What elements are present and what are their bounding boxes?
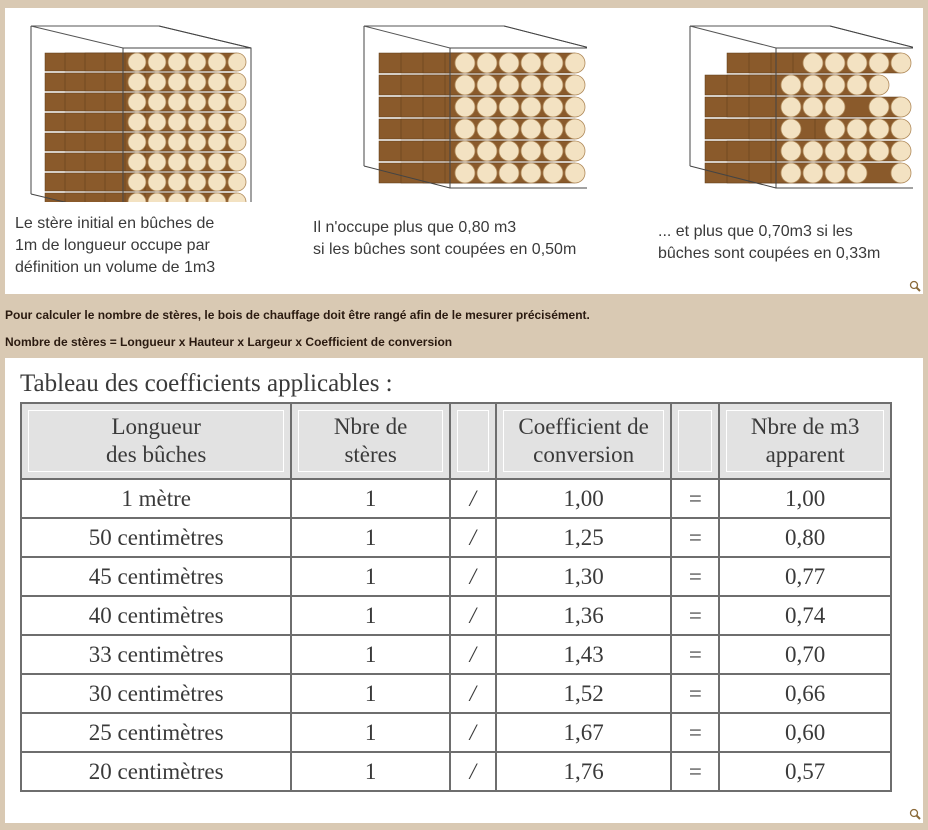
cell-coefficient: 1,30 [496,557,672,596]
caption-1m: Le stère initial en bûches de 1m de longueur occupe par définition un volume de 1m3 [15,215,216,276]
table-header-row [21,403,891,479]
header-volume: Nbre de m3 apparent [719,403,891,479]
cell-equals: = [671,518,719,557]
table-row [21,752,891,791]
zoom-icon[interactable] [909,808,921,820]
cell-coefficient: 1,43 [496,635,672,674]
cell-divide: / [450,713,496,752]
cell-volume: 0,57 [719,752,891,791]
cell-divide: / [450,752,496,791]
cell-length: 30 centimètres [21,674,291,713]
cell-length: 20 centimètres [21,752,291,791]
cell-equals: = [671,557,719,596]
table-row [21,518,891,557]
cell-volume: 0,60 [719,713,891,752]
cell-equals: = [671,713,719,752]
cell-length: 40 centimètres [21,596,291,635]
header-spacer-2 [671,403,719,479]
header-length: Longueur des bûches [21,403,291,479]
coefficient-table [20,402,892,792]
table-row [21,596,891,635]
header-spacer-1 [450,403,496,479]
cell-length: 1 mètre [21,479,291,518]
cell-divide: / [450,674,496,713]
cell-coefficient: 1,67 [496,713,672,752]
log-stack-1m-illustration [23,20,255,202]
cell-coefficient: 1,00 [496,479,672,518]
cell-length: 50 centimètres [21,518,291,557]
cell-steres: 1 [291,635,450,674]
cell-volume: 0,80 [719,518,891,557]
cell-divide: / [450,635,496,674]
log-stack-50cm-illustration [355,20,587,202]
table-row [21,713,891,752]
caption-33cm: ... et plus que 0,70m3 si les bûches sont coupées en 0,33m [658,223,881,262]
cell-volume: 0,66 [719,674,891,713]
table-row [21,635,891,674]
table-row [21,479,891,518]
cell-divide: / [450,518,496,557]
coefficient-table-panel [5,358,923,823]
cell-divide: / [450,557,496,596]
cell-divide: / [450,479,496,518]
cell-steres: 1 [291,557,450,596]
log-stack-33cm-illustration [681,20,913,202]
cell-volume: 1,00 [719,479,891,518]
illustration-panel [5,8,923,294]
cell-steres: 1 [291,752,450,791]
cell-steres: 1 [291,596,450,635]
formula-text: Nombre de stères = Longueur x Hauteur x Largeur x Coefficient de conversion [5,335,453,349]
cell-equals: = [671,596,719,635]
table-row [21,557,891,596]
cell-coefficient: 1,36 [496,596,672,635]
table-title: Tableau des coefficients applicables : [20,370,393,397]
cell-length: 33 centimètres [21,635,291,674]
caption-50cm: Il n'occupe plus que 0,80 m3 si les bûches sont coupées en 0,50m [313,219,577,258]
cell-divide: / [450,596,496,635]
cell-volume: 0,70 [719,635,891,674]
cell-coefficient: 1,76 [496,752,672,791]
cell-coefficient: 1,25 [496,518,672,557]
cell-volume: 0,77 [719,557,891,596]
cell-coefficient: 1,52 [496,674,672,713]
table-row [21,674,891,713]
cell-length: 25 centimètres [21,713,291,752]
cell-steres: 1 [291,479,450,518]
cell-equals: = [671,635,719,674]
zoom-icon[interactable] [909,280,921,292]
instruction-text: Pour calculer le nombre de stères, le bois de chauffage doit être rangé afin de le mesurer précisément. [5,308,590,322]
cell-equals: = [671,752,719,791]
cell-volume: 0,74 [719,596,891,635]
cell-steres: 1 [291,674,450,713]
cell-steres: 1 [291,713,450,752]
header-coefficient: Coefficient de conversion [496,403,672,479]
cell-equals: = [671,479,719,518]
header-steres: Nbre de stères [291,403,450,479]
cell-steres: 1 [291,518,450,557]
cell-equals: = [671,674,719,713]
cell-length: 45 centimètres [21,557,291,596]
